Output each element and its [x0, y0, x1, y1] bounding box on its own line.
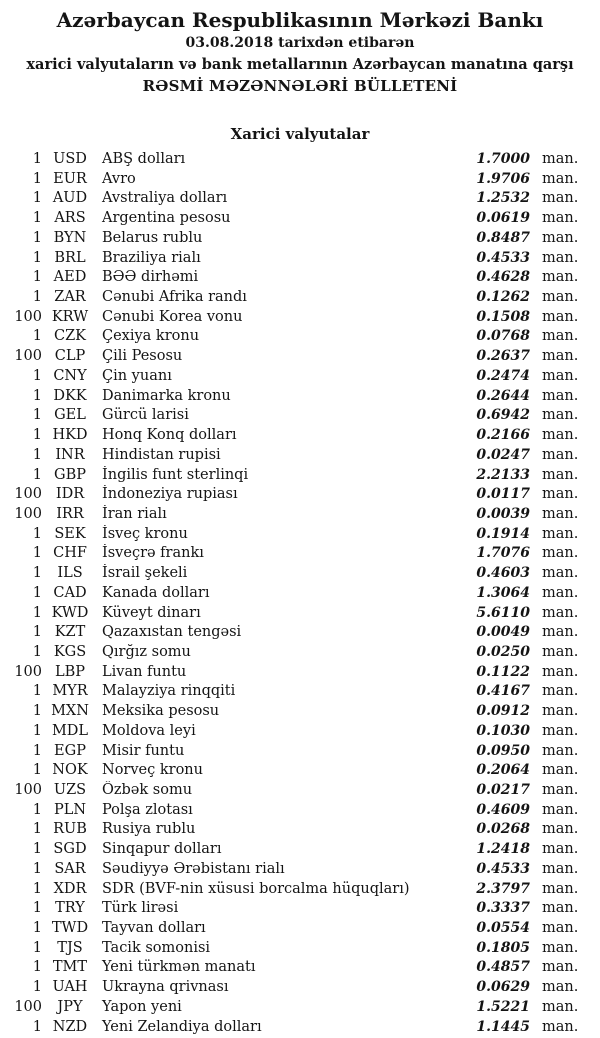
currency-code: UZS: [53, 782, 87, 798]
currency-code: LBP: [54, 663, 86, 680]
currency-code: MXN: [51, 703, 89, 720]
currency-name: Çili Pesosu: [102, 348, 183, 365]
quantity: 1: [32, 1018, 42, 1035]
currency-code: IRR: [56, 505, 84, 522]
currency-code: MDL: [51, 722, 89, 739]
currency-code: MYR: [52, 683, 88, 700]
quantity: 1: [32, 979, 42, 996]
unit-label: man.: [542, 841, 579, 858]
rate-value: 0.0619: [476, 210, 530, 227]
unit-label: man.: [542, 762, 579, 779]
currency-name: Gürcü larisi: [102, 407, 189, 424]
currency-code: CLP: [54, 348, 86, 365]
rate-row: [0, 406, 600, 426]
currency-name: Misir funtu: [102, 742, 185, 759]
currency-name: İngilis funt sterlinqi: [102, 466, 249, 483]
unit-label: man.: [542, 387, 579, 404]
unit-label: man.: [542, 190, 579, 207]
unit-label: man.: [542, 584, 579, 601]
unit-label: man.: [542, 525, 579, 542]
currency-name: Braziliya rialı: [102, 249, 201, 266]
rate-value: 0.1508: [476, 308, 530, 325]
currency-code: EUR: [53, 170, 87, 187]
bank-name: Azərbaycan Respublikasının Mərkəzi Bankı: [56, 8, 544, 32]
currency-name: Moldova leyi: [102, 722, 196, 739]
rate-value: 1.7000: [476, 151, 530, 167]
unit-label: man.: [542, 348, 579, 365]
unit-label: man.: [542, 151, 579, 167]
unit-label: man.: [542, 939, 579, 956]
currency-code: GBP: [54, 466, 86, 483]
unit-label: man.: [542, 545, 579, 562]
unit-label: man.: [542, 703, 579, 720]
currency-name: Argentina pesosu: [102, 210, 231, 227]
currency-name: Yapon yeni: [102, 998, 182, 1015]
rate-row: [0, 899, 600, 919]
rate-row: [0, 485, 600, 505]
currency-code: EGP: [54, 742, 86, 759]
quantity: 1: [32, 604, 42, 621]
rate-value: 0.2637: [476, 348, 530, 365]
quantity: 1: [32, 545, 42, 562]
rate-value: 0.1122: [476, 663, 530, 680]
quantity: 1: [32, 249, 42, 266]
rate-row: [0, 229, 600, 249]
currency-name: BƏƏ dirhəmi: [102, 269, 199, 286]
rate-row: [0, 939, 600, 959]
rate-row: [0, 998, 600, 1018]
quantity: 1: [32, 880, 42, 897]
rate-row: [0, 880, 600, 900]
rate-row: [0, 584, 600, 604]
currency-code: HKD: [52, 427, 88, 444]
currency-name: Malayziya rinqqiti: [102, 683, 236, 700]
unit-label: man.: [542, 269, 579, 286]
currency-name: Cənubi Afrika randı: [102, 289, 247, 306]
quantity: 1: [32, 269, 42, 286]
quantity: 1: [32, 407, 42, 424]
currency-code: CHF: [53, 545, 87, 562]
rate-value: 0.4628: [476, 269, 530, 286]
currency-name: Çin yuanı: [102, 367, 172, 384]
currency-code: JPY: [57, 998, 83, 1015]
currency-code: ZAR: [54, 289, 86, 306]
quantity: 1: [32, 170, 42, 187]
rate-row: [0, 466, 600, 486]
quantity: 100: [14, 505, 42, 522]
currency-code: TRY: [55, 900, 85, 917]
rate-value: 0.0629: [476, 979, 530, 996]
unit-label: man.: [542, 722, 579, 739]
currency-name: Özbək somu: [102, 782, 193, 798]
rate-value: 0.0950: [476, 742, 530, 759]
quantity: 1: [32, 151, 42, 167]
currency-name: Ukrayna qrivnası: [102, 979, 229, 996]
quantity: 1: [32, 367, 42, 384]
unit-label: man.: [542, 663, 579, 680]
currency-name: Belarus rublu: [102, 229, 203, 246]
quantity: 1: [32, 229, 42, 246]
currency-name: İran rialı: [102, 505, 167, 522]
rate-value: 1.9706: [476, 170, 530, 187]
currency-name: Norveç kronu: [102, 762, 203, 779]
unit-label: man.: [542, 860, 579, 877]
rate-row: [0, 742, 600, 762]
unit-label: man.: [542, 565, 579, 582]
unit-label: man.: [542, 328, 579, 345]
currency-name: Yeni Zelandiya dolları: [102, 1018, 262, 1035]
quantity: 1: [32, 466, 42, 483]
unit-label: man.: [542, 742, 579, 759]
quantity: 1: [32, 387, 42, 404]
quantity: 1: [32, 939, 42, 956]
unit-label: man.: [542, 427, 579, 444]
currency-name: Avstraliya dolları: [102, 190, 228, 207]
exchange-rates-table: [0, 150, 600, 1037]
unit-label: man.: [542, 1018, 579, 1035]
rate-row: [0, 1018, 600, 1038]
rate-row: [0, 919, 600, 939]
quantity: 1: [32, 190, 42, 207]
currency-code: ARS: [54, 210, 86, 227]
currency-name: Qırğız somu: [102, 643, 191, 660]
currency-name: Türk lirəsi: [102, 900, 179, 917]
unit-label: man.: [542, 782, 579, 798]
currency-name: Çexiya kronu: [102, 328, 200, 345]
currency-name: Polşa zlotası: [102, 801, 193, 818]
currency-name: Rusiya rublu: [102, 821, 196, 838]
currency-code: INR: [55, 446, 85, 463]
quantity: 1: [32, 762, 42, 779]
rate-value: 0.4857: [476, 959, 530, 976]
rate-value: 1.7076: [476, 545, 530, 562]
unit-label: man.: [542, 643, 579, 660]
currency-code: XDR: [53, 880, 87, 897]
currency-code: ILS: [57, 565, 83, 582]
currency-code: SEK: [54, 525, 86, 542]
quantity: 1: [32, 525, 42, 542]
rate-row: [0, 781, 600, 801]
unit-label: man.: [542, 604, 579, 621]
unit-label: man.: [542, 407, 579, 424]
currency-code: BRL: [54, 249, 86, 266]
rate-value: 0.1914: [476, 525, 530, 542]
rate-row: [0, 446, 600, 466]
unit-label: man.: [542, 920, 579, 937]
unit-label: man.: [542, 466, 579, 483]
unit-label: man.: [542, 289, 579, 306]
quantity: 1: [32, 900, 42, 917]
rate-value: 0.0049: [476, 624, 530, 641]
rate-row: [0, 288, 600, 308]
quantity: 1: [32, 446, 42, 463]
rate-value: 1.2532: [476, 190, 530, 207]
rate-row: [0, 623, 600, 643]
rate-value: 0.3337: [476, 900, 530, 917]
currency-code: PLN: [53, 801, 87, 818]
currency-name: Tayvan dolları: [102, 920, 206, 937]
rate-row: [0, 426, 600, 446]
rate-row: [0, 958, 600, 978]
quantity: 1: [32, 565, 42, 582]
rate-value: 0.6942: [476, 407, 530, 424]
rate-row: [0, 761, 600, 781]
quantity: 1: [32, 860, 42, 877]
currency-code: SGD: [53, 841, 87, 858]
rate-row: [0, 347, 600, 367]
currency-name: Cənubi Korea vonu: [102, 308, 243, 325]
quantity: 100: [14, 308, 42, 325]
rate-row: [0, 268, 600, 288]
rate-value: 0.8487: [476, 229, 530, 246]
currency-name: ABŞ dolları: [102, 151, 186, 167]
rate-value: 0.1805: [476, 939, 530, 956]
currency-name: İsveçrə frankı: [102, 545, 204, 562]
rate-value: 0.0768: [476, 328, 530, 345]
unit-label: man.: [542, 505, 579, 522]
currency-code: TMT: [52, 959, 88, 976]
rate-row: [0, 525, 600, 545]
rate-value: 0.4533: [476, 860, 530, 877]
unit-label: man.: [542, 683, 579, 700]
currency-name: Honq Konq dolları: [102, 427, 237, 444]
currency-name: İsveç kronu: [102, 525, 188, 542]
currency-code: GEL: [54, 407, 86, 424]
currency-code: UAH: [52, 979, 88, 996]
rate-row: [0, 840, 600, 860]
quantity: 1: [32, 624, 42, 641]
rate-row: [0, 682, 600, 702]
rate-row: [0, 860, 600, 880]
rate-row: [0, 978, 600, 998]
rate-value: 0.2644: [476, 387, 530, 404]
quantity: 1: [32, 643, 42, 660]
quantity: 100: [14, 663, 42, 680]
currency-code: USD: [53, 151, 87, 167]
currency-name: Küveyt dinarı: [102, 604, 201, 621]
rate-value: 0.2064: [476, 762, 530, 779]
quantity: 1: [32, 328, 42, 345]
rate-row: [0, 189, 600, 209]
currency-name: Avro: [102, 170, 136, 187]
unit-label: man.: [542, 446, 579, 463]
currency-code: NOK: [52, 762, 88, 779]
currency-code: DKK: [53, 387, 87, 404]
currency-code: AUD: [52, 190, 88, 207]
unit-label: man.: [542, 900, 579, 917]
currency-code: CAD: [53, 584, 87, 601]
rate-value: 0.0554: [476, 920, 530, 937]
rate-row: [0, 308, 600, 328]
rate-value: 0.4167: [476, 683, 530, 700]
currency-name: Yeni türkmən manatı: [102, 959, 256, 976]
unit-label: man.: [542, 367, 579, 384]
section-title-foreign-currencies: Xarici valyutalar: [230, 125, 370, 143]
rate-row: [0, 170, 600, 190]
quantity: 1: [32, 841, 42, 858]
rate-value: 0.1030: [476, 722, 530, 739]
currency-code: TWD: [51, 920, 89, 937]
document-header: [0, 7, 600, 97]
unit-label: man.: [542, 249, 579, 266]
unit-label: man.: [542, 959, 579, 976]
rate-value: 0.1262: [476, 289, 530, 306]
currency-name: Livan funtu: [102, 663, 187, 680]
currency-name: Sinqapur dolları: [102, 841, 222, 858]
currency-code: RUB: [53, 821, 87, 838]
quantity: 100: [14, 782, 42, 798]
rate-value: 0.2474: [476, 367, 530, 384]
quantity: 1: [32, 742, 42, 759]
currency-name: Tacik somonisi: [102, 939, 211, 956]
rate-row: [0, 544, 600, 564]
rate-row: [0, 722, 600, 742]
rate-row: [0, 249, 600, 269]
quantity: 1: [32, 210, 42, 227]
currency-code: SAR: [54, 860, 86, 877]
rate-value: 2.3797: [476, 880, 530, 897]
quantity: 1: [32, 959, 42, 976]
currency-name: Meksika pesosu: [102, 703, 220, 720]
rate-row: [0, 643, 600, 663]
rate-row: [0, 663, 600, 683]
rate-row: [0, 209, 600, 229]
rate-value: 5.6110: [476, 604, 530, 621]
currency-code: KWD: [51, 604, 89, 621]
effective-date: 03.08.2018 tarixdən etibarən: [185, 35, 415, 51]
unit-label: man.: [542, 880, 579, 897]
rate-value: 0.0039: [476, 505, 530, 522]
unit-label: man.: [542, 998, 579, 1015]
quantity: 100: [14, 486, 42, 503]
rate-row: [0, 702, 600, 722]
unit-label: man.: [542, 308, 579, 325]
unit-label: man.: [542, 170, 579, 187]
rate-row: [0, 505, 600, 525]
rate-value: 0.2166: [476, 427, 530, 444]
rate-value: 1.3064: [476, 584, 530, 601]
quantity: 1: [32, 703, 42, 720]
quantity: 1: [32, 683, 42, 700]
currency-code: CZK: [53, 328, 86, 345]
currency-code: TJS: [57, 939, 83, 956]
rate-row: [0, 150, 600, 170]
quantity: 1: [32, 289, 42, 306]
rate-value: 0.0117: [476, 486, 530, 503]
quantity: 1: [32, 427, 42, 444]
rate-value: 0.4533: [476, 249, 530, 266]
currency-name: Danimarka kronu: [102, 387, 231, 404]
unit-label: man.: [542, 979, 579, 996]
currency-name: İndoneziya rupiası: [102, 486, 238, 503]
rate-value: 0.0268: [476, 821, 530, 838]
rate-value: 1.5221: [476, 998, 530, 1015]
quantity: 1: [32, 821, 42, 838]
rate-value: 1.2418: [476, 841, 530, 858]
quantity: 1: [32, 722, 42, 739]
quantity: 100: [14, 348, 42, 365]
rate-row: [0, 564, 600, 584]
currency-code: NZD: [52, 1018, 88, 1035]
currency-code: KGS: [53, 643, 87, 660]
currency-name: Qazaxıstan tengəsi: [102, 624, 242, 641]
rate-value: 0.0247: [476, 446, 530, 463]
bulletin-title: RƏSMİ MƏZƏNNƏLƏRİ BÜLLETENİ: [142, 77, 458, 95]
currency-code: BYN: [53, 229, 87, 246]
rate-value: 0.0250: [476, 643, 530, 660]
rate-value: 1.1445: [476, 1018, 530, 1035]
rate-row: [0, 820, 600, 840]
currency-code: IDR: [55, 486, 85, 503]
rate-row: [0, 801, 600, 821]
currency-name: SDR (BVF-nin xüsusi borcalma hüquqları): [102, 880, 410, 897]
rate-value: 2.2133: [476, 466, 530, 483]
currency-name: Səudiyyə Ərəbistanı rialı: [102, 860, 285, 877]
rate-row: [0, 367, 600, 387]
rate-row: [0, 604, 600, 624]
currency-code: KZT: [54, 624, 86, 641]
unit-label: man.: [542, 210, 579, 227]
currency-code: KRW: [51, 308, 89, 325]
document-subtitle: xarici valyutaların və bank metallarının Azərbaycan manatına qarşı: [26, 56, 574, 73]
quantity: 1: [32, 920, 42, 937]
rate-value: 0.4609: [476, 801, 530, 818]
currency-name: İsrail şekeli: [102, 565, 188, 582]
quantity: 100: [14, 998, 42, 1015]
currency-code: AED: [53, 269, 87, 286]
currency-name: Hindistan rupisi: [102, 446, 221, 463]
quantity: 1: [32, 801, 42, 818]
rate-value: 0.4603: [476, 565, 530, 582]
quantity: 1: [32, 584, 42, 601]
currency-code: CNY: [53, 367, 87, 384]
rate-value: 0.0912: [476, 703, 530, 720]
unit-label: man.: [542, 821, 579, 838]
unit-label: man.: [542, 801, 579, 818]
rate-value: 0.0217: [476, 782, 530, 798]
unit-label: man.: [542, 624, 579, 641]
rate-row: [0, 387, 600, 407]
unit-label: man.: [542, 486, 579, 503]
rate-row: [0, 327, 600, 347]
unit-label: man.: [542, 229, 579, 246]
currency-name: Kanada dolları: [102, 584, 210, 601]
